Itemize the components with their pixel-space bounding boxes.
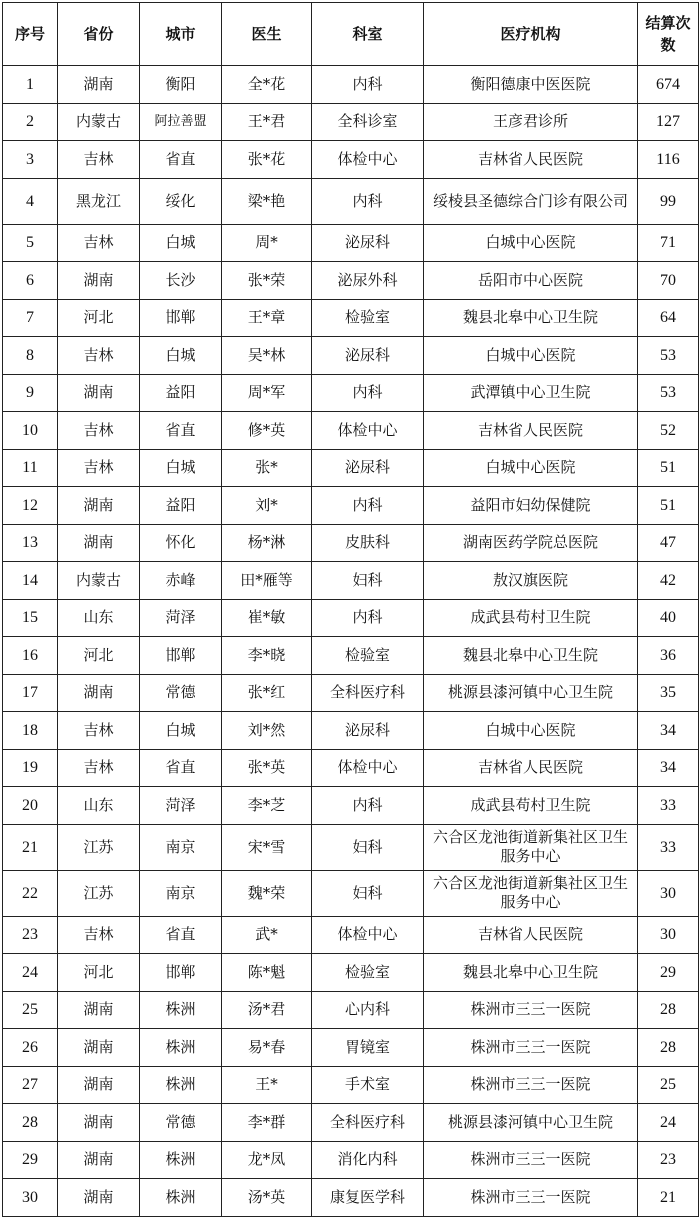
cell-city: 株洲	[140, 1179, 222, 1217]
table-row	[3, 337, 699, 375]
cell-department: 体检中心	[312, 749, 424, 787]
cell-department: 手术室	[312, 1066, 424, 1104]
cell-city: 阿拉善盟	[140, 103, 222, 141]
table-row	[3, 1104, 699, 1142]
cell-index: 29	[3, 1141, 58, 1179]
cell-city: 白城	[140, 224, 222, 262]
table-row	[3, 787, 699, 825]
cell-province: 黑龙江	[58, 178, 140, 224]
cell-department: 全科医疗科	[312, 674, 424, 712]
cell-index: 21	[3, 824, 58, 870]
cell-province: 江苏	[58, 824, 140, 870]
cell-index: 2	[3, 103, 58, 141]
table-row	[3, 374, 699, 412]
cell-province: 内蒙古	[58, 562, 140, 600]
cell-institution: 白城中心医院	[424, 224, 638, 262]
cell-settlement-count: 52	[638, 412, 699, 450]
cell-doctor: 李*芝	[222, 787, 312, 825]
cell-institution: 岳阳市中心医院	[424, 262, 638, 300]
cell-city: 常德	[140, 674, 222, 712]
cell-index: 8	[3, 337, 58, 375]
cell-province: 吉林	[58, 449, 140, 487]
cell-index: 20	[3, 787, 58, 825]
cell-settlement-count: 116	[638, 141, 699, 179]
cell-department: 消化内科	[312, 1141, 424, 1179]
cell-province: 山东	[58, 599, 140, 637]
cell-institution: 白城中心医院	[424, 449, 638, 487]
cell-index: 26	[3, 1029, 58, 1067]
cell-province: 河北	[58, 299, 140, 337]
cell-index: 19	[3, 749, 58, 787]
cell-department: 妇科	[312, 824, 424, 870]
cell-doctor: 梁*艳	[222, 178, 312, 224]
cell-index: 27	[3, 1066, 58, 1104]
cell-doctor: 杨*淋	[222, 524, 312, 562]
cell-city: 菏泽	[140, 787, 222, 825]
cell-doctor: 刘*	[222, 487, 312, 525]
cell-settlement-count: 24	[638, 1104, 699, 1142]
cell-province: 内蒙古	[58, 103, 140, 141]
table-row	[3, 224, 699, 262]
cell-settlement-count: 21	[638, 1179, 699, 1217]
header-department: 科室	[312, 3, 424, 66]
cell-doctor: 周*军	[222, 374, 312, 412]
cell-doctor: 汤*英	[222, 1179, 312, 1217]
table-row	[3, 262, 699, 300]
cell-settlement-count: 40	[638, 599, 699, 637]
table-row	[3, 712, 699, 750]
cell-doctor: 汤*君	[222, 991, 312, 1029]
header-index: 序号	[3, 3, 58, 66]
cell-institution: 绥棱县圣德综合门诊有限公司	[424, 178, 638, 224]
cell-department: 妇科	[312, 870, 424, 916]
cell-index: 24	[3, 954, 58, 992]
cell-province: 湖南	[58, 1029, 140, 1067]
cell-institution: 株洲市三三一医院	[424, 991, 638, 1029]
cell-institution: 成武县苟村卫生院	[424, 599, 638, 637]
cell-institution: 桃源县漆河镇中心卫生院	[424, 1104, 638, 1142]
cell-department: 内科	[312, 487, 424, 525]
cell-city: 邯郸	[140, 637, 222, 675]
cell-department: 内科	[312, 599, 424, 637]
settlement-table	[2, 2, 699, 1217]
cell-province: 湖南	[58, 1066, 140, 1104]
cell-city: 怀化	[140, 524, 222, 562]
cell-province: 湖南	[58, 1179, 140, 1217]
header-row	[3, 3, 699, 66]
cell-department: 检验室	[312, 299, 424, 337]
table-row	[3, 487, 699, 525]
cell-city: 邯郸	[140, 954, 222, 992]
cell-department: 皮肤科	[312, 524, 424, 562]
cell-city: 株洲	[140, 1029, 222, 1067]
cell-department: 全科诊室	[312, 103, 424, 141]
cell-settlement-count: 35	[638, 674, 699, 712]
table-row	[3, 991, 699, 1029]
cell-institution: 魏县北皋中心卫生院	[424, 299, 638, 337]
cell-index: 18	[3, 712, 58, 750]
cell-department: 内科	[312, 374, 424, 412]
table-row	[3, 749, 699, 787]
cell-index: 4	[3, 178, 58, 224]
cell-doctor: 武*	[222, 916, 312, 954]
cell-institution: 桃源县漆河镇中心卫生院	[424, 674, 638, 712]
cell-city: 省直	[140, 916, 222, 954]
cell-city: 株洲	[140, 991, 222, 1029]
cell-institution: 株洲市三三一医院	[424, 1141, 638, 1179]
cell-province: 湖南	[58, 524, 140, 562]
cell-settlement-count: 23	[638, 1141, 699, 1179]
cell-doctor: 龙*凤	[222, 1141, 312, 1179]
cell-city: 株洲	[140, 1066, 222, 1104]
cell-department: 泌尿科	[312, 712, 424, 750]
cell-institution: 湖南医药学院总医院	[424, 524, 638, 562]
cell-doctor: 张*花	[222, 141, 312, 179]
cell-city: 绥化	[140, 178, 222, 224]
cell-city: 南京	[140, 870, 222, 916]
cell-doctor: 王*	[222, 1066, 312, 1104]
cell-settlement-count: 127	[638, 103, 699, 141]
cell-settlement-count: 25	[638, 1066, 699, 1104]
cell-department: 泌尿外科	[312, 262, 424, 300]
cell-province: 湖南	[58, 66, 140, 104]
cell-province: 山东	[58, 787, 140, 825]
header-doctor: 医生	[222, 3, 312, 66]
cell-city: 株洲	[140, 1141, 222, 1179]
cell-department: 泌尿科	[312, 337, 424, 375]
table-row	[3, 637, 699, 675]
cell-settlement-count: 99	[638, 178, 699, 224]
cell-city: 白城	[140, 337, 222, 375]
cell-province: 吉林	[58, 916, 140, 954]
cell-institution: 白城中心医院	[424, 337, 638, 375]
table-row	[3, 524, 699, 562]
cell-index: 12	[3, 487, 58, 525]
cell-institution: 株洲市三三一医院	[424, 1179, 638, 1217]
cell-institution: 吉林省人民医院	[424, 141, 638, 179]
cell-department: 妇科	[312, 562, 424, 600]
table-row	[3, 674, 699, 712]
cell-doctor: 崔*敏	[222, 599, 312, 637]
cell-city: 邯郸	[140, 299, 222, 337]
cell-settlement-count: 42	[638, 562, 699, 600]
cell-department: 内科	[312, 178, 424, 224]
cell-doctor: 张*红	[222, 674, 312, 712]
cell-department: 全科医疗科	[312, 1104, 424, 1142]
cell-institution: 白城中心医院	[424, 712, 638, 750]
cell-city: 省直	[140, 412, 222, 450]
cell-department: 检验室	[312, 954, 424, 992]
cell-doctor: 全*花	[222, 66, 312, 104]
cell-city: 白城	[140, 712, 222, 750]
table-row	[3, 599, 699, 637]
cell-province: 湖南	[58, 487, 140, 525]
cell-settlement-count: 30	[638, 916, 699, 954]
cell-doctor: 李*晓	[222, 637, 312, 675]
cell-city: 益阳	[140, 487, 222, 525]
cell-settlement-count: 36	[638, 637, 699, 675]
cell-index: 15	[3, 599, 58, 637]
table-row	[3, 870, 699, 916]
table-row	[3, 562, 699, 600]
cell-province: 江苏	[58, 870, 140, 916]
cell-province: 吉林	[58, 337, 140, 375]
cell-province: 吉林	[58, 712, 140, 750]
cell-settlement-count: 34	[638, 749, 699, 787]
table-row	[3, 66, 699, 104]
header-settlement-count: 结算次数	[638, 3, 699, 66]
cell-index: 28	[3, 1104, 58, 1142]
cell-doctor: 魏*荣	[222, 870, 312, 916]
cell-department: 泌尿科	[312, 449, 424, 487]
cell-province: 吉林	[58, 141, 140, 179]
cell-index: 7	[3, 299, 58, 337]
cell-index: 11	[3, 449, 58, 487]
cell-settlement-count: 28	[638, 1029, 699, 1067]
cell-settlement-count: 30	[638, 870, 699, 916]
table-row	[3, 954, 699, 992]
table-row	[3, 916, 699, 954]
cell-doctor: 刘*然	[222, 712, 312, 750]
cell-index: 10	[3, 412, 58, 450]
cell-doctor: 张*荣	[222, 262, 312, 300]
cell-settlement-count: 29	[638, 954, 699, 992]
cell-department: 心内科	[312, 991, 424, 1029]
cell-city: 常德	[140, 1104, 222, 1142]
cell-department: 康复医学科	[312, 1179, 424, 1217]
cell-department: 内科	[312, 66, 424, 104]
table-row	[3, 299, 699, 337]
cell-institution: 衡阳德康中医医院	[424, 66, 638, 104]
cell-settlement-count: 53	[638, 337, 699, 375]
cell-settlement-count: 33	[638, 787, 699, 825]
cell-doctor: 张*英	[222, 749, 312, 787]
table-row	[3, 1179, 699, 1217]
cell-department: 检验室	[312, 637, 424, 675]
cell-index: 9	[3, 374, 58, 412]
cell-department: 胃镜室	[312, 1029, 424, 1067]
cell-doctor: 吴*林	[222, 337, 312, 375]
cell-department: 内科	[312, 787, 424, 825]
cell-province: 湖南	[58, 674, 140, 712]
cell-doctor: 陈*魁	[222, 954, 312, 992]
cell-institution: 六合区龙池街道新集社区卫生服务中心	[424, 824, 638, 870]
cell-settlement-count: 28	[638, 991, 699, 1029]
cell-index: 14	[3, 562, 58, 600]
cell-city: 衡阳	[140, 66, 222, 104]
cell-doctor: 易*春	[222, 1029, 312, 1067]
table-row	[3, 1141, 699, 1179]
cell-doctor: 田*雁等	[222, 562, 312, 600]
cell-institution: 株洲市三三一医院	[424, 1066, 638, 1104]
cell-doctor: 李*群	[222, 1104, 312, 1142]
table-row	[3, 1066, 699, 1104]
cell-institution: 成武县苟村卫生院	[424, 787, 638, 825]
cell-doctor: 王*君	[222, 103, 312, 141]
header-province: 省份	[58, 3, 140, 66]
cell-index: 13	[3, 524, 58, 562]
cell-settlement-count: 71	[638, 224, 699, 262]
cell-institution: 益阳市妇幼保健院	[424, 487, 638, 525]
table-row	[3, 449, 699, 487]
cell-city: 南京	[140, 824, 222, 870]
cell-index: 30	[3, 1179, 58, 1217]
cell-province: 吉林	[58, 224, 140, 262]
cell-index: 16	[3, 637, 58, 675]
cell-settlement-count: 51	[638, 449, 699, 487]
cell-city: 赤峰	[140, 562, 222, 600]
cell-settlement-count: 64	[638, 299, 699, 337]
table-row	[3, 412, 699, 450]
cell-index: 5	[3, 224, 58, 262]
cell-city: 长沙	[140, 262, 222, 300]
cell-department: 体检中心	[312, 412, 424, 450]
cell-province: 湖南	[58, 991, 140, 1029]
table-row	[3, 103, 699, 141]
cell-institution: 魏县北皋中心卫生院	[424, 954, 638, 992]
table-row	[3, 1029, 699, 1067]
cell-department: 泌尿科	[312, 224, 424, 262]
header-city: 城市	[140, 3, 222, 66]
cell-settlement-count: 674	[638, 66, 699, 104]
cell-settlement-count: 47	[638, 524, 699, 562]
cell-city: 白城	[140, 449, 222, 487]
cell-city: 益阳	[140, 374, 222, 412]
cell-institution: 株洲市三三一医院	[424, 1029, 638, 1067]
cell-institution: 吉林省人民医院	[424, 916, 638, 954]
cell-doctor: 修*英	[222, 412, 312, 450]
cell-province: 湖南	[58, 374, 140, 412]
cell-province: 湖南	[58, 262, 140, 300]
table-row	[3, 141, 699, 179]
cell-settlement-count: 34	[638, 712, 699, 750]
cell-province: 湖南	[58, 1104, 140, 1142]
cell-index: 3	[3, 141, 58, 179]
cell-city: 菏泽	[140, 599, 222, 637]
cell-institution: 武潭镇中心卫生院	[424, 374, 638, 412]
cell-institution: 吉林省人民医院	[424, 749, 638, 787]
cell-doctor: 周*	[222, 224, 312, 262]
cell-settlement-count: 53	[638, 374, 699, 412]
cell-province: 湖南	[58, 1141, 140, 1179]
cell-settlement-count: 70	[638, 262, 699, 300]
cell-province: 河北	[58, 637, 140, 675]
cell-index: 23	[3, 916, 58, 954]
cell-doctor: 宋*雪	[222, 824, 312, 870]
cell-settlement-count: 33	[638, 824, 699, 870]
cell-city: 省直	[140, 749, 222, 787]
cell-institution: 吉林省人民医院	[424, 412, 638, 450]
cell-province: 吉林	[58, 412, 140, 450]
cell-index: 25	[3, 991, 58, 1029]
cell-settlement-count: 51	[638, 487, 699, 525]
cell-department: 体检中心	[312, 916, 424, 954]
table-row	[3, 824, 699, 870]
cell-province: 吉林	[58, 749, 140, 787]
cell-institution: 六合区龙池街道新集社区卫生服务中心	[424, 870, 638, 916]
table-row	[3, 178, 699, 224]
table-body	[3, 66, 699, 1217]
cell-department: 体检中心	[312, 141, 424, 179]
header-institution: 医疗机构	[424, 3, 638, 66]
cell-index: 1	[3, 66, 58, 104]
cell-institution: 魏县北皋中心卫生院	[424, 637, 638, 675]
cell-doctor: 王*章	[222, 299, 312, 337]
cell-index: 17	[3, 674, 58, 712]
cell-institution: 敖汉旗医院	[424, 562, 638, 600]
cell-index: 6	[3, 262, 58, 300]
cell-institution: 王彦君诊所	[424, 103, 638, 141]
cell-city: 省直	[140, 141, 222, 179]
cell-doctor: 张*	[222, 449, 312, 487]
cell-index: 22	[3, 870, 58, 916]
cell-province: 河北	[58, 954, 140, 992]
